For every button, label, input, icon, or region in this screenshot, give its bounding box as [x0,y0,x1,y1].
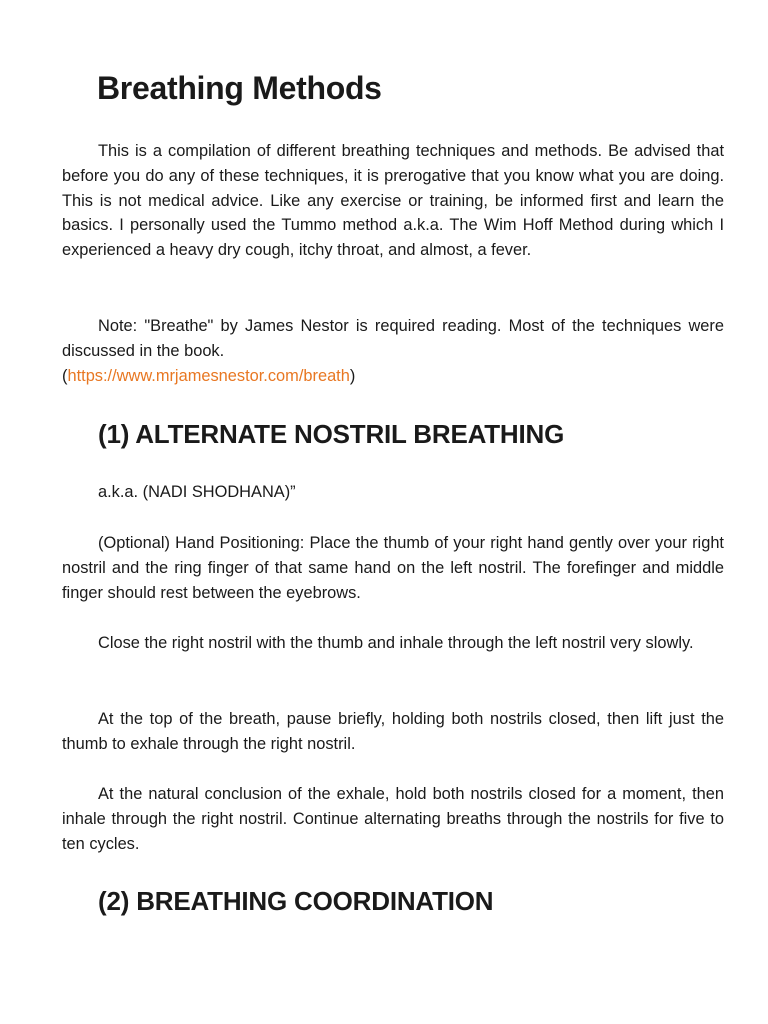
section2-heading: (2) BREATHING COORDINATION [98,886,494,916]
page-title: Breathing Methods [97,70,382,106]
section1-heading: (1) ALTERNATE NOSTRIL BREATHING [98,419,565,449]
section1-hand-positioning: (Optional) Hand Positioning: Place the thumb of your right hand gently over your right nostril and the ring finger of that same hand on the left nostril. The forefinger and middle finger should rest between the eyebrows. [62,534,724,602]
section1-aka: a.k.a. (NADI SHODHANA)” [98,483,296,501]
breath-book-link[interactable]: https://www.mrjamesnestor.com/breath [67,366,350,385]
note-open-paren: ( [62,366,68,385]
section1-step-pause: At the top of the breath, pause briefly, holding both nostrils closed, then lift just the thumb to exhale through the right nostril. [62,710,724,753]
intro-paragraph: This is a compilation of different breathing techniques and methods. Be advised that before you do any of these techniques, it is prerogative that you know what you are doing. This is not medical advice. Like any exercise or training, be informed first and learn the basics. I personally used the Tummo method a.k.a. The Wim Hoff Method during which I experienced a heavy dry cough, itchy throat, and almost, a fever. [62,142,724,260]
note-paragraph [62,314,724,388]
section1-step-inhale: Close the right nostril with the thumb and inhale through the left nostril very slowly. [98,634,694,652]
section1-step-alternate: At the natural conclusion of the exhale, hold both nostrils closed for a moment, then inhale through the right nostril. Continue alternating breaths through the nostrils for five to ten cycles. [62,785,724,853]
note-close-paren: ) [349,366,356,385]
note-text: Note: "Breathe" by James Nestor is required reading. Most of the techniques were discussed in the book. [62,317,724,360]
